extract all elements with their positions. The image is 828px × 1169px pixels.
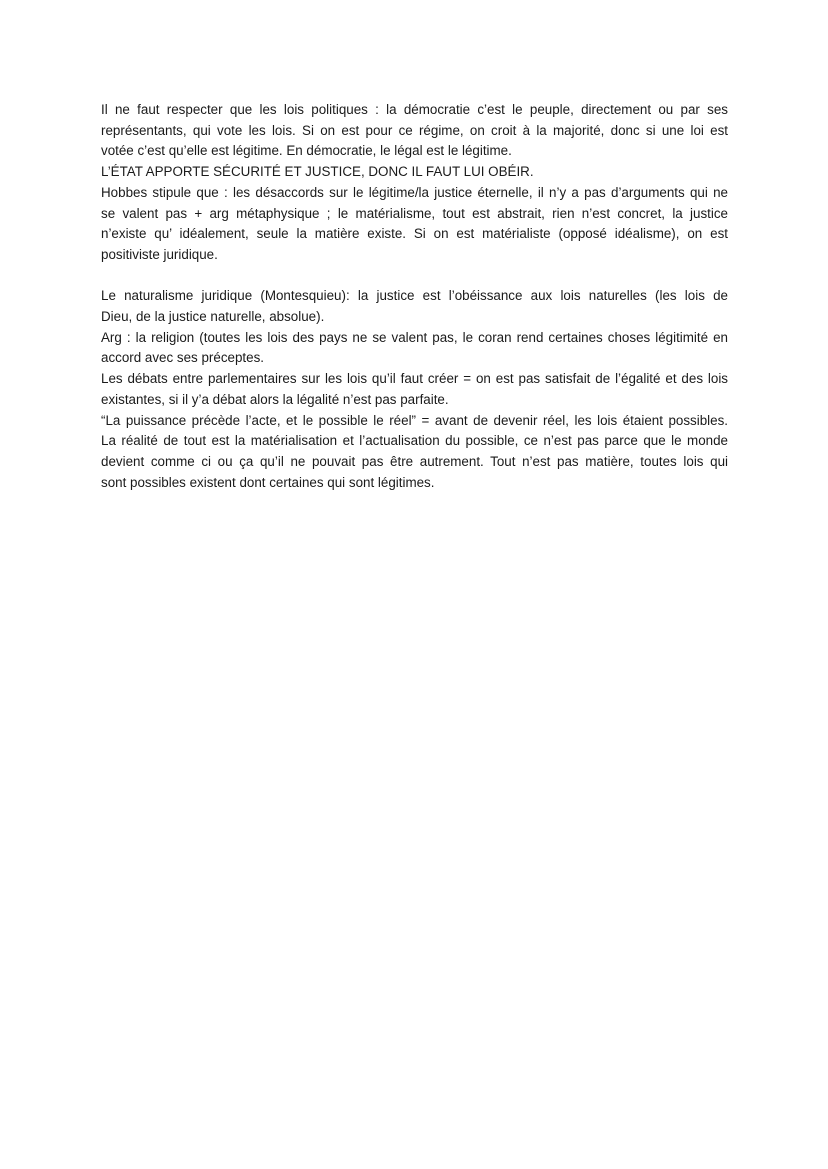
text-line: La réalité de tout est la matérialisation et l’actualisation du possible, ce n’est pas parce que le monde	[101, 433, 728, 449]
text-line: Hobbes stipule que : les désaccords sur le légitime/la justice éternelle, il n’y a pas d’arguments qui ne	[101, 184, 728, 200]
text-line: votée c’est qu’elle est légitime. En démocratie, le légal est le légitime.	[101, 143, 512, 159]
text-line: n’existe qu’ idéalement, seule la matière existe. Si on est matérialiste (opposé idéalisme), on est	[101, 226, 728, 242]
text-line: Il ne faut respecter que les lois politiques : la démocratie c’est le peuple, directement ou par ses	[101, 102, 728, 117]
paragraph-spacer	[101, 266, 728, 287]
text-line: devient comme ci ou ça qu’il ne pouvait pas être autrement. Tout n’est pas matière, toutes lois qui	[101, 453, 728, 469]
text-line: sont possibles existent dont certaines qui sont légitimes.	[101, 474, 435, 490]
text-line: accord avec ses préceptes.	[101, 350, 265, 366]
text-line: Arg : la religion (toutes les lois des pays ne se valent pas, le coran rend certaines choses légitimité en	[101, 329, 728, 345]
text-line: représentants, qui vote les lois. Si on est pour ce régime, on croit à la majorité, donc si une loi est	[101, 122, 728, 138]
text-line: “La puissance précède l’acte, et le possible le réel” = avant de devenir réel, les lois étaient possibles.	[101, 412, 728, 428]
text-line: Dieu, de la justice naturelle, absolue).	[101, 309, 325, 325]
text-line: se valent pas + arg métaphysique ; le matérialisme, tout est abstrait, rien n’est concret, la justice	[101, 205, 728, 221]
text-line: Les débats entre parlementaires sur les lois qu’il faut créer = on est pas satisfait de l’égalité et des lois	[101, 371, 728, 387]
text-line: positiviste juridique.	[101, 246, 218, 262]
text-line: L’ÉTAT APPORTE SÉCURITÉ ET JUSTICE, DONC IL FAUT LUI OBÉIR.	[101, 164, 534, 180]
text-line: Le naturalisme juridique (Montesquieu): la justice est l’obéissance aux lois naturelles (les lois de	[101, 288, 728, 304]
document-body	[101, 100, 728, 493]
text-line: existantes, si il y’a débat alors la légalité n’est pas parfaite.	[101, 391, 449, 407]
